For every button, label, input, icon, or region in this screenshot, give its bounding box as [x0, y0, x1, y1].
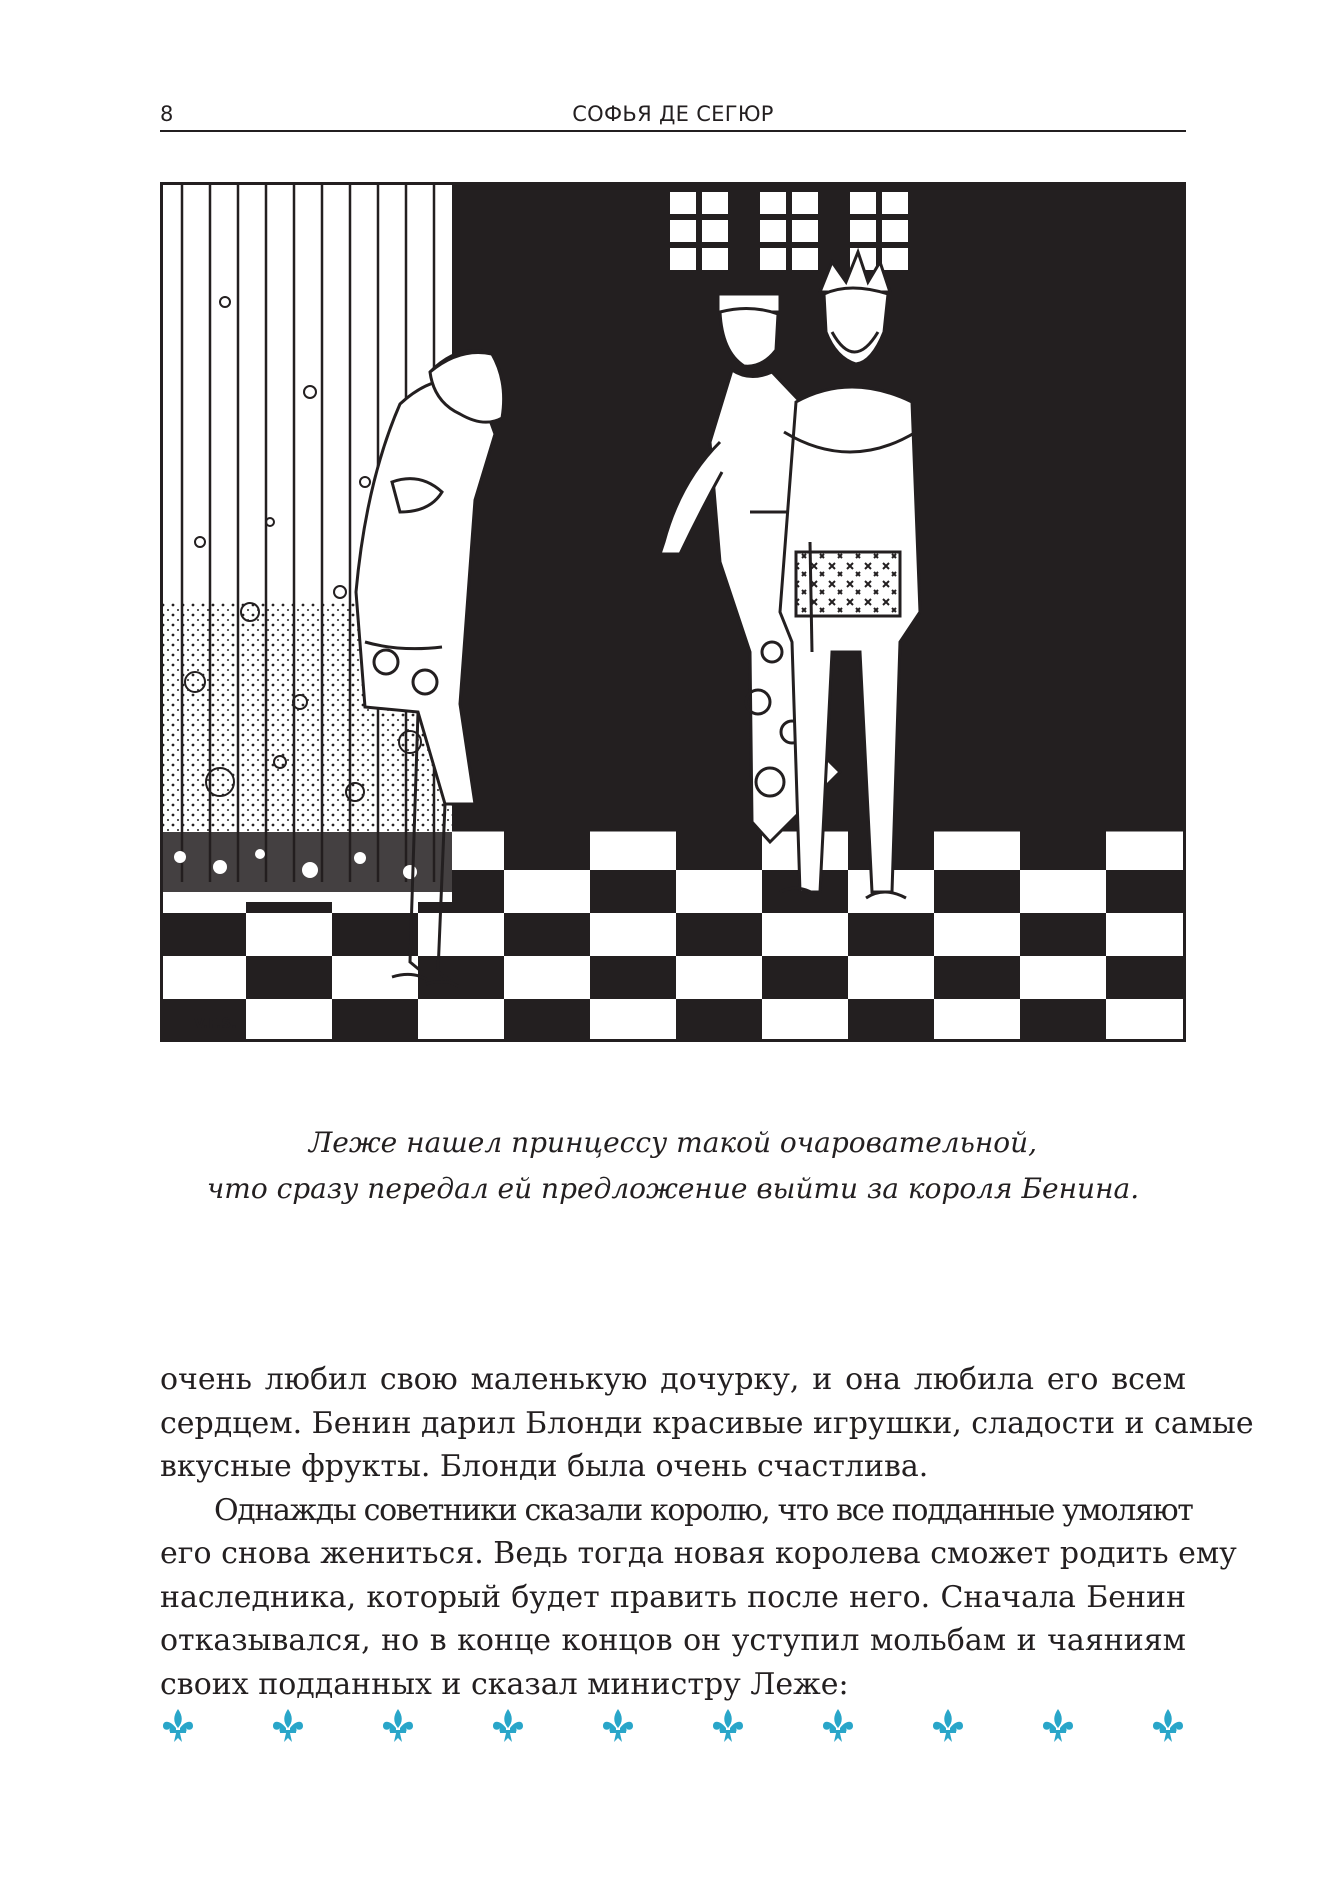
paragraph: [160, 1489, 1237, 1707]
book-author: СОФЬЯ ДЕ СЕГЮР: [572, 102, 774, 126]
text-line: сердцем. Бенин дарил Блонди красивые игрушки, сладости и самые: [160, 1405, 1254, 1441]
text-line: вкусные фрукты. Блонди была очень счастлива.: [160, 1449, 929, 1484]
paragraph: [160, 1358, 1254, 1489]
fleur-de-lis-icon: [820, 1707, 856, 1745]
fleur-de-lis-icon: [1150, 1707, 1186, 1745]
fleur-de-lis-icon: [380, 1707, 416, 1745]
body-text: [160, 1358, 1254, 1706]
text-line: своих подданных и сказал министру Леже:: [160, 1666, 849, 1702]
illustration: [160, 182, 1186, 1042]
fleur-de-lis-icon: [490, 1707, 526, 1745]
caption-line: Леже нашел принцессу такой очаровательной,: [308, 1126, 1038, 1159]
text-line: очень любил свою маленькую дочурку, и она любила его всем: [160, 1362, 1186, 1397]
fleur-de-lis-icon: [160, 1707, 196, 1745]
running-head: [160, 100, 1186, 132]
text-line: отказывался, но в конце концов он уступил мольбам и чаяниям: [160, 1623, 1186, 1658]
fleur-de-lis-icon: [1040, 1707, 1076, 1745]
text-line: Однажды советники сказали королю, что все подданные умоляют: [214, 1492, 1193, 1528]
fleur-de-lis-icon: [930, 1707, 966, 1745]
illustration-drawing: [160, 182, 1186, 1042]
fleur-de-lis-icon: [270, 1707, 306, 1745]
fleur-de-lis-icon: [600, 1707, 636, 1745]
illustration-caption: [160, 1120, 1186, 1212]
caption-line: что сразу передал ей предложение выйти за короля Бенина.: [206, 1172, 1140, 1205]
ornament-row: [160, 1706, 1186, 1746]
text-line: наследника, который будет править после него. Сначала Бенин: [160, 1579, 1186, 1615]
page-number: 8: [160, 102, 174, 126]
artist-monogram: V.F.S.: [194, 1016, 237, 1032]
fleur-de-lis-icon: [710, 1707, 746, 1745]
text-line: его снова жениться. Ведь тогда новая королева сможет родить ему: [160, 1536, 1237, 1571]
